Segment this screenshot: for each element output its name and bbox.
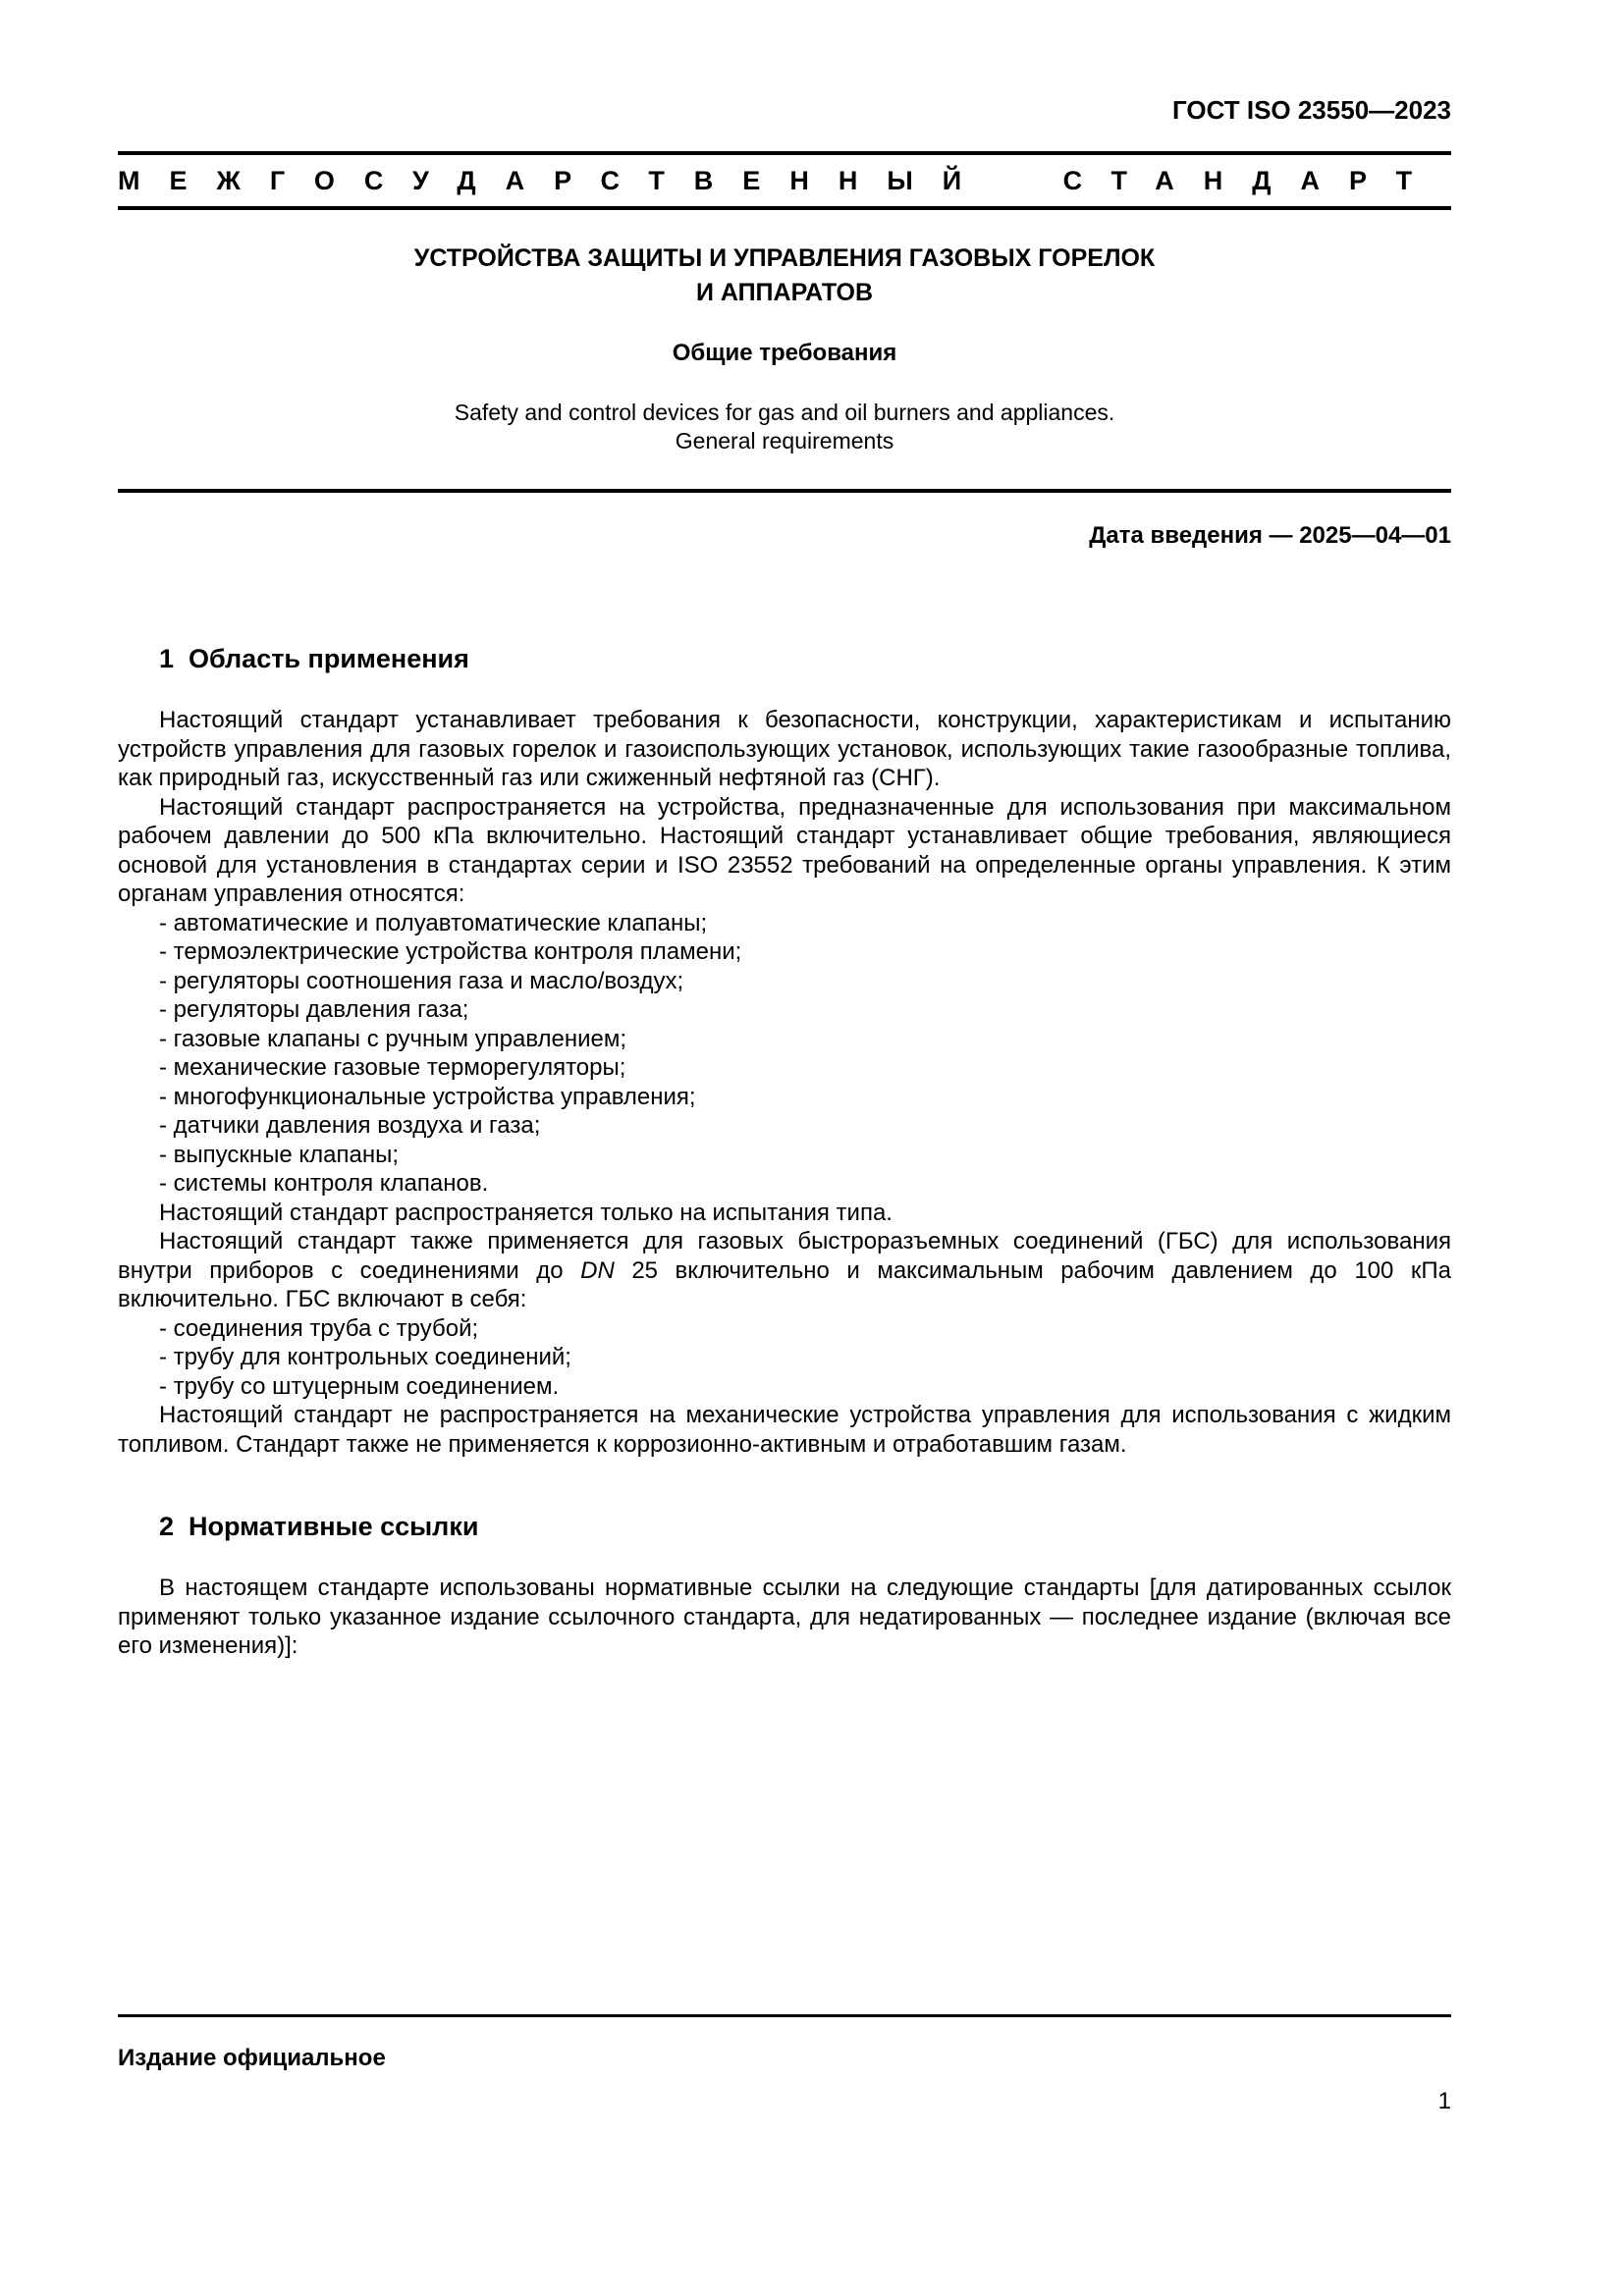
title-en-line-2: General requirements [675,428,894,454]
paragraph-4-text-pre: Настоящий стандарт также применяется для газовых быстроразъемных соединений (ГБС) для использования внутри приборов с соединениями до [118,1228,1451,1284]
page-footer [118,2014,1451,2115]
paragraph-4-text-post: 25 включительно и максимальным рабочим давлением до 100 кПа включительно. ГБС включают в себя: [118,1256,1451,1312]
section-2-paragraph-1: В настоящем стандарте использованы нормативные ссылки на следующие стандарты [для датированных ссылок применяют только указанное издание ссылочного стандарта, для недатированных — последнее издание (включая все его изменения)]: [118,1575,1451,1659]
list-item: - системы контроля клапанов. [159,1170,489,1197]
document-title-ru [118,241,1451,310]
title-line-2: И АППАРАТОВ [695,279,874,306]
list-item: - трубу для контрольных соединений; [159,1344,571,1370]
doc-code: ГОСТ ISO 23550—2023 [1171,95,1451,125]
divider-rule [118,489,1451,493]
section-1-paragraph-2: Настоящий стандарт распространяется на устройства, предназначенные для использования при максимальном рабочем давлении до 500 кПа включительно. Настоящий стандарт устанавливает общие требования, являющиеся основой для установления в стандартах серии и ISO 23552 требований на определенные органы управления. К этим органам управления относятся: [118,793,1451,907]
edition-note: Издание официальное [118,2045,386,2071]
standard-type-text: МЕЖГОСУДАРСТВЕННЫЙ СТАНДАРТ [118,166,1442,195]
page-number: 1 [1437,2088,1451,2114]
document-content [118,94,1451,1661]
list-item: - датчики давления воздуха и газа; [159,1112,541,1139]
control-devices-list [118,909,1451,1199]
document-title-en [118,399,1451,455]
list-item: - регуляторы давления газа; [159,996,469,1023]
connections-list [118,1314,1451,1402]
list-item: - газовые клапаны с ручным управлением; [159,1025,627,1052]
section-1-paragraph-1: Настоящий стандарт устанавливает требования к безопасности, конструкции, характеристикам и испытанию устройств управления для газовых горелок и газоиспользующих установок, использующих такие газообразные топлива, как природный газ, искусственный газ или сжиженный нефтяной газ (СНГ). [118,707,1451,791]
section-2-heading: 2 Нормативные ссылки [159,1512,479,1541]
section-1-heading: 1 Область применения [159,644,469,673]
section-1-paragraph-4 [118,1227,1451,1314]
section-1-paragraph-3: Настоящий стандарт распространяется только на испытания типа. [159,1199,893,1226]
document-subtitle: Общие требования [672,340,897,366]
list-item: - автоматические и полуавтоматические клапаны; [159,909,708,936]
effective-date: Дата введения — 2025—04—01 [1089,522,1451,549]
title-en-line-1: Safety and control devices for gas and oil burners and appliances. [454,400,1115,425]
list-item: - термоэлектрические устройства контроля пламени; [159,938,742,965]
title-line-1: УСТРОЙСТВА ЗАЩИТЫ И УПРАВЛЕНИЯ ГАЗОВЫХ ГОРЕЛОК [413,244,1156,272]
list-item: - трубу со штуцерным соединением. [159,1372,560,1400]
list-item: - многофункциональные устройства управления; [159,1083,696,1110]
list-item: - регуляторы соотношения газа и масло/воздух; [159,967,684,994]
section-1-paragraph-5: Настоящий стандарт не распространяется на механические устройства управления для использования с жидким топливом. Стандарт также не применяется к коррозионно-активным и отработавшим газам. [118,1402,1451,1458]
list-item: - выпускные клапаны; [159,1141,400,1168]
standard-type-banner [118,151,1451,210]
dn-designation: DN [580,1256,615,1284]
list-item: - механические газовые терморегуляторы; [159,1054,626,1081]
list-item: - соединения труба с трубой; [159,1314,479,1342]
